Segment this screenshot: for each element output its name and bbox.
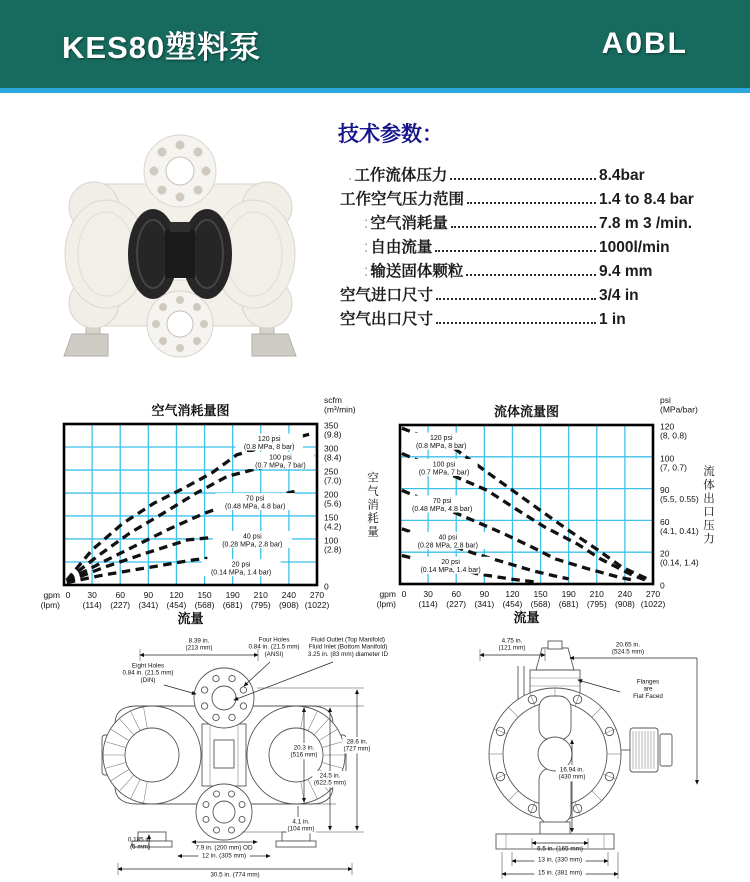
spec-leader: [467, 202, 596, 204]
svg-text:270: 270: [645, 589, 661, 599]
svg-text:250: 250: [324, 466, 339, 477]
svg-text:力: 力: [703, 533, 715, 546]
svg-text:流体流量图: 流体流量图: [493, 404, 560, 419]
spec-value: 8.4bar: [599, 167, 645, 184]
spec-value: 1.4 to 8.4 bar: [599, 191, 694, 208]
svg-text:(227): (227): [110, 600, 131, 610]
pump-illustration: [64, 135, 296, 357]
spec-row: [338, 308, 744, 332]
svg-text:0: 0: [401, 589, 407, 599]
svg-text:6.5 in. (165 mm): 6.5 in. (165 mm): [537, 845, 583, 853]
svg-text:(114): (114): [82, 600, 102, 610]
svg-text:(7.0): (7.0): [324, 475, 342, 486]
air-consumption-chart: [20, 393, 380, 633]
spec-label: 工作空气压力范围: [340, 191, 465, 208]
svg-text:350: 350: [324, 420, 339, 431]
svg-text:(1022): (1022): [640, 599, 666, 609]
spec-label: 自由流量: [370, 239, 433, 256]
svg-text:0: 0: [65, 590, 71, 600]
svg-text:(568): (568): [530, 599, 551, 609]
svg-text:(m³/min): (m³/min): [324, 404, 356, 415]
svg-text:120 psi: 120 psi: [429, 435, 453, 443]
svg-text:(908): (908): [278, 600, 299, 610]
spec-label: 输送固体颗粒: [370, 263, 464, 280]
svg-text:16.94 in.: 16.94 in.: [559, 766, 585, 774]
svg-text:120: 120: [169, 590, 184, 600]
svg-text:(681): (681): [558, 599, 579, 609]
svg-text:270: 270: [309, 590, 325, 600]
svg-text:4.1 in.: 4.1 in.: [292, 818, 310, 826]
svg-text:(0.28 MPa, 2.8 bar): (0.28 MPa, 2.8 bar): [417, 542, 478, 550]
svg-text:(9.8): (9.8): [324, 429, 342, 440]
spec-label: 空气消耗量: [370, 215, 448, 232]
svg-text:200: 200: [324, 489, 339, 500]
svg-text:(4.1, 0.41): (4.1, 0.41): [660, 525, 699, 536]
svg-text:190: 190: [561, 589, 576, 599]
side-view-art: [489, 641, 672, 849]
svg-text:出: 出: [703, 492, 715, 505]
spec-prefix: .: [348, 167, 353, 184]
svg-text:(341): (341): [138, 600, 159, 610]
svg-text:空: 空: [367, 472, 379, 485]
svg-text:60: 60: [660, 516, 670, 527]
svg-text:90: 90: [479, 589, 490, 599]
dimension-drawing-side: [420, 636, 730, 882]
svg-text:120: 120: [505, 589, 520, 599]
spec-label: 工作流体压力: [354, 167, 448, 184]
svg-text:(227): (227): [446, 599, 467, 609]
svg-text:(0.14, 1.4): (0.14, 1.4): [660, 557, 699, 568]
svg-text:(454): (454): [166, 600, 187, 610]
svg-text:(lpm): (lpm): [40, 600, 60, 610]
svg-text:(lpm): (lpm): [376, 599, 396, 609]
svg-text:Flanges: Flanges: [636, 678, 660, 686]
svg-text:空气消耗量图: 空气消耗量图: [151, 403, 230, 418]
spec-row: : 自由流量 1000l/min: [338, 236, 744, 260]
svg-text:消: 消: [367, 499, 379, 512]
svg-text:240: 240: [281, 590, 296, 600]
svg-text:30: 30: [423, 589, 433, 599]
svg-text:Fluid Inlet (Bottom Manifold): Fluid Inlet (Bottom Manifold): [308, 643, 388, 651]
svg-text:90: 90: [143, 590, 154, 600]
spec-leader: [450, 178, 596, 180]
svg-text:60: 60: [451, 589, 461, 599]
specs-heading: 技术参数：: [338, 123, 443, 146]
svg-text:210: 210: [253, 590, 268, 600]
svg-text:70 psi: 70 psi: [432, 498, 452, 505]
svg-text:40 psi: 40 psi: [438, 534, 458, 542]
svg-text:gpm: gpm: [43, 590, 60, 600]
header-divider: [0, 88, 750, 93]
svg-text:4.75 in.: 4.75 in.: [501, 637, 523, 645]
svg-text:60: 60: [115, 590, 125, 600]
svg-text:8.39 in.: 8.39 in.: [188, 637, 210, 645]
svg-text:are: are: [643, 685, 653, 693]
svg-text:(2.8): (2.8): [324, 544, 342, 555]
spec-row: [338, 164, 744, 188]
svg-text:(0.8 MPa, 8 bar): (0.8 MPa, 8 bar): [415, 443, 467, 451]
svg-text:(0.28 MPa, 2.8 bar): (0.28 MPa, 2.8 bar): [222, 541, 283, 549]
spec-leader: [436, 322, 596, 324]
fluid-flow-chart: [376, 393, 748, 633]
svg-text:(5 mm): (5 mm): [130, 843, 150, 851]
svg-text:20: 20: [660, 548, 670, 559]
svg-text:(0.14 MPa, 1.4 bar): (0.14 MPa, 1.4 bar): [420, 567, 481, 575]
svg-text:流量: 流量: [513, 610, 540, 625]
spec-leader: [435, 250, 596, 252]
svg-text:Fluid Outlet (Top Manifold): Fluid Outlet (Top Manifold): [311, 636, 385, 644]
svg-text:150: 150: [533, 589, 548, 599]
svg-text:0.84 in. (21.5 mm): 0.84 in. (21.5 mm): [122, 669, 174, 677]
svg-text:(7, 0.7): (7, 0.7): [660, 462, 687, 473]
spec-label: 空气进口尺寸: [340, 287, 434, 304]
svg-text:psi: psi: [660, 395, 671, 405]
svg-text:(4.2): (4.2): [324, 521, 342, 532]
specs-section: [338, 118, 744, 332]
svg-text:Four Holes: Four Holes: [258, 636, 290, 644]
svg-text:0.185 in.: 0.185 in.: [127, 836, 153, 844]
svg-text:(114): (114): [418, 599, 438, 609]
page-header: [0, 0, 750, 88]
svg-text:20 psi: 20 psi: [231, 561, 251, 569]
spec-label: 空气出口尺寸: [340, 311, 434, 328]
svg-text:(430 mm): (430 mm): [558, 773, 586, 781]
svg-text:28.6 in.: 28.6 in.: [346, 738, 368, 746]
svg-text:(121 mm): (121 mm): [498, 644, 526, 652]
svg-text:(454): (454): [502, 599, 523, 609]
svg-text:口: 口: [703, 506, 715, 519]
svg-text:190: 190: [225, 590, 240, 600]
model-code: A0BL: [601, 27, 688, 60]
svg-text:120: 120: [660, 421, 675, 432]
svg-text:100 psi: 100 psi: [432, 461, 456, 469]
svg-text:0.84 in. (21.5 mm): 0.84 in. (21.5 mm): [248, 643, 300, 651]
svg-text:120 psi: 120 psi: [257, 436, 281, 444]
spec-leader: [451, 226, 596, 228]
svg-text:90: 90: [660, 485, 670, 496]
svg-text:流: 流: [703, 465, 715, 478]
pump-photo: [48, 126, 323, 371]
svg-text:240: 240: [617, 589, 632, 599]
svg-text:Eight Holes: Eight Holes: [131, 662, 165, 670]
svg-text:100 psi: 100 psi: [269, 454, 292, 462]
svg-text:(568): (568): [194, 600, 215, 610]
svg-text:0: 0: [324, 581, 329, 592]
svg-text:(908): (908): [614, 599, 635, 609]
svg-text:0: 0: [660, 580, 665, 591]
svg-text:20 psi: 20 psi: [441, 559, 460, 567]
svg-text:(5.6): (5.6): [324, 498, 342, 509]
svg-text:12 in. (305 mm): 12 in. (305 mm): [201, 852, 247, 860]
dimension-drawing-front: [52, 636, 392, 882]
svg-text:7.9 in. (200 mm) OD: 7.9 in. (200 mm) OD: [195, 844, 253, 852]
page-title: KES80塑料泵: [62, 29, 262, 65]
spec-value: 1000l/min: [599, 239, 670, 256]
svg-text:(516 mm): (516 mm): [290, 751, 318, 759]
svg-text:(524.5 mm): (524.5 mm): [611, 648, 645, 656]
svg-text:(622.5 mm): (622.5 mm): [313, 779, 347, 787]
svg-text:耗: 耗: [367, 513, 379, 525]
spec-value: 7.8 m 3 /min.: [599, 215, 693, 232]
svg-text:(1022): (1022): [304, 600, 330, 610]
svg-text:40 psi: 40 psi: [243, 533, 262, 541]
svg-text:流量: 流量: [177, 611, 204, 626]
svg-text:scfm: scfm: [324, 395, 342, 405]
spec-value: 3/4 in: [599, 287, 639, 304]
svg-text:(ANSI): (ANSI): [264, 650, 284, 658]
svg-text:(213 mm): (213 mm): [185, 644, 213, 652]
svg-text:(DIN): (DIN): [140, 676, 156, 684]
svg-text:(0.7 MPa, 7 bar): (0.7 MPa, 7 bar): [255, 462, 306, 470]
svg-text:30: 30: [87, 590, 97, 600]
svg-text:体: 体: [703, 479, 715, 492]
svg-text:150: 150: [324, 512, 339, 523]
svg-text:(0.8 MPa, 8 bar): (0.8 MPa, 8 bar): [243, 444, 295, 452]
svg-text:气: 气: [367, 486, 379, 498]
svg-text:300: 300: [324, 443, 339, 454]
svg-text:15 in. (381 mm): 15 in. (381 mm): [537, 869, 583, 877]
spec-value: 1 in: [599, 311, 626, 328]
svg-text:100: 100: [660, 453, 675, 464]
svg-text:(0.48 MPa, 4.8 bar): (0.48 MPa, 4.8 bar): [224, 503, 286, 511]
svg-text:(0.7 MPa, 7 bar): (0.7 MPa, 7 bar): [418, 469, 470, 477]
svg-text:gpm: gpm: [379, 589, 396, 599]
spec-value: 9.4 mm: [599, 263, 653, 280]
svg-text:100: 100: [324, 535, 339, 546]
spec-row: : 空气消耗量 7.8 m 3 /min.: [338, 212, 744, 236]
svg-text:20.3 in.: 20.3 in.: [293, 744, 315, 752]
svg-text:(0.48 MPa, 4.8 bar): (0.48 MPa, 4.8 bar): [412, 506, 473, 513]
svg-text:20.65 in.: 20.65 in.: [615, 641, 641, 649]
svg-text:(5.5, 0.55): (5.5, 0.55): [660, 494, 699, 505]
svg-text:150: 150: [197, 590, 212, 600]
svg-text:Flat Faced: Flat Faced: [633, 692, 663, 700]
spec-row: [338, 188, 744, 212]
svg-text:30.5 in. (774 mm): 30.5 in. (774 mm): [210, 871, 260, 879]
svg-text:(0.14 MPa, 1.4 bar): (0.14 MPa, 1.4 bar): [210, 569, 272, 577]
spec-leader: [436, 298, 596, 300]
svg-text:(MPa/bar): (MPa/bar): [660, 404, 698, 415]
svg-text:13 in. (330 mm): 13 in. (330 mm): [537, 856, 583, 864]
svg-text:210: 210: [589, 589, 604, 599]
svg-text:量: 量: [367, 526, 379, 539]
svg-text:(681): (681): [222, 600, 243, 610]
svg-text:(727 mm): (727 mm): [343, 745, 371, 753]
svg-text:(8.4): (8.4): [324, 452, 342, 463]
spec-row: [338, 284, 744, 308]
svg-text:70 psi: 70 psi: [245, 495, 265, 503]
svg-text:(104 mm): (104 mm): [287, 825, 315, 833]
svg-text:(795): (795): [250, 600, 271, 610]
spec-leader: [466, 274, 596, 276]
svg-text:24.5 in.: 24.5 in.: [319, 772, 341, 780]
spec-row: : 输送固体颗粒 9.4 mm: [338, 260, 744, 284]
svg-text:(795): (795): [586, 599, 607, 609]
svg-text:压: 压: [703, 519, 715, 532]
svg-text:3.25 in. (83 mm) diameter ID: 3.25 in. (83 mm) diameter ID: [307, 650, 389, 658]
svg-text:(8, 0.8): (8, 0.8): [660, 430, 687, 441]
svg-text:(341): (341): [474, 599, 495, 609]
